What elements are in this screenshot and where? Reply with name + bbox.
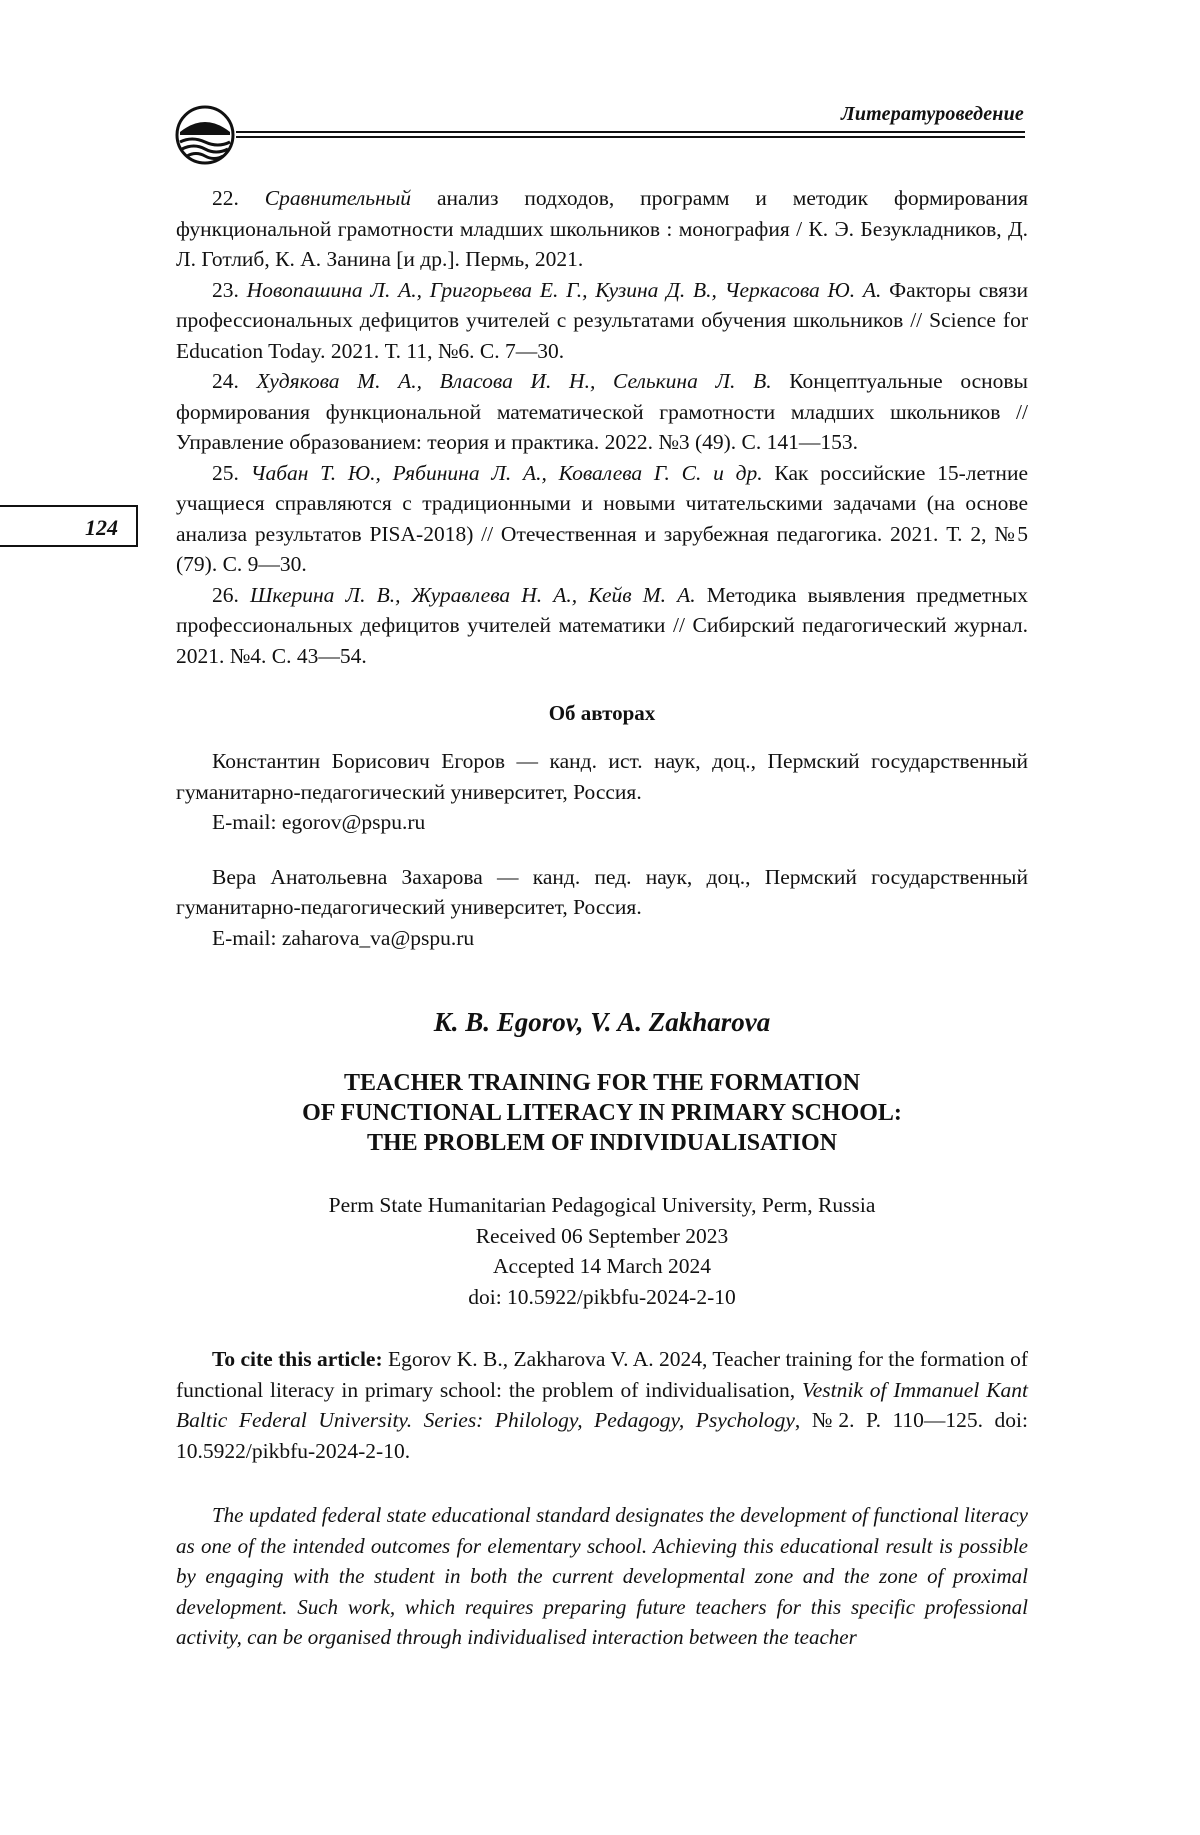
reference-item: 22. Сравнительный анализ подходов, программ и методик формирования функциональной грамотности младших школьников : монография / К. Э. Безукладников, Д. Л. Готлиб, К. А. Занина [и др.]. Пермь, 2021. <box>176 186 1028 271</box>
header-rule <box>236 131 1025 139</box>
page-number: 124 <box>85 515 118 540</box>
title-line: OF FUNCTIONAL LITERACY IN PRIMARY SCHOOL: <box>302 1100 902 1126</box>
accepted-date: Accepted 14 March 2024 <box>493 1254 711 1278</box>
citation: To cite this article: Egorov K. B., Zakharova V. A. 2024, Teacher training for the formation of functional literacy in primary school: the problem of individualisation, Vestnik of Immanuel Kant Baltic Federal University. Series: Philology, Pedagogy, Psychology, №2. P. 110—125. doi: 10.5922/pikbfu-2024-2-10. <box>176 1347 1029 1463</box>
author-email: E-mail: egorov@pspu.ru <box>212 810 426 834</box>
reference-list <box>176 183 1028 671</box>
cite-label: To cite this article: <box>212 1347 383 1371</box>
english-authors: K. B. Egorov, V. A. Zakharova <box>433 1007 771 1037</box>
author-info <box>176 746 1028 838</box>
affiliation: Perm State Humanitarian Pedagogical University, Perm, Russia <box>328 1193 876 1217</box>
page-number-box <box>0 505 138 547</box>
reference-item: 26. Шкерина Л. В., Журавлева Н. А., Кейв М. А. Методика выявления предметных профессиональных дефицитов учителей математики // Сибирский педагогический журнал. 2021. №4. С. 43—54. <box>176 582 1029 668</box>
journal-logo-icon <box>174 104 236 166</box>
author-bio: Константин Борисович Егоров — канд. ист. наук, доц., Пермский государственный гуманитарно-педагогический университет, Россия. <box>176 749 1028 804</box>
section-title: Литературоведение <box>840 103 1024 125</box>
english-title <box>176 1068 1028 1158</box>
received-date: Received 06 September 2023 <box>475 1223 729 1248</box>
reference-item: 23. Новопашина Л. А., Григорьева Е. Г., Кузина Д. В., Черкасова Ю. А. Факторы связи профессиональных дефицитов учителей с результатами обучения школьников // Science for Education Today. 2021. Т. 11, №6. С. 7—30. <box>176 277 1028 363</box>
reference-item: 25. Чабан Т. Ю., Рябинина Л. А., Ковалева Г. С. и др. Как российские 15-летние учащиеся справляются с традиционными и новыми читательскими задачами (на основе анализа результатов PISA-2018) // Отечественная и зарубежная педагогика. 2021. Т. 2, №5 (79). С. 9—30. <box>176 460 1028 576</box>
author-info <box>176 862 1028 954</box>
article-meta <box>176 1190 1028 1312</box>
about-authors-heading: Об авторах <box>548 701 656 725</box>
title-line: THE PROBLEM OF INDIVIDUALISATION <box>366 1130 838 1156</box>
page-content <box>176 183 1028 1653</box>
abstract: The updated federal state educational standard designates the development of functional literacy as one of the intended outcomes for elementary school. Achieving this educational result is possible by engaging with the student in both the current developmental zone and the zone of proximal development. Such work, which requires preparing future teachers for this specific professional activity, can be organised through individualised interaction between the teacher <box>176 1503 1028 1649</box>
author-bio: Вера Анатольевна Захарова — канд. пед. наук, доц., Пермский государственный гуманитарно-педагогический университет, Россия. <box>176 864 1028 919</box>
author-email: E-mail: zaharova_va@pspu.ru <box>212 925 475 950</box>
cite-journal: Vestnik of Immanuel Kant Baltic Federal University. Series: Philology, Pedagogy, Psychology <box>176 1377 1029 1432</box>
reference-item: 24. Худякова М. А., Власова И. Н., Селькина Л. В. Концептуальные основы формирования функциональной математической грамотности младших школьников // Управление образованием: теория и практика. 2022. №3 (49). С. 141—153. <box>176 369 1028 454</box>
doi: doi: 10.5922/pikbfu-2024-2-10 <box>468 1284 736 1309</box>
title-line: TEACHER TRAINING FOR THE FORMATION <box>343 1070 861 1096</box>
